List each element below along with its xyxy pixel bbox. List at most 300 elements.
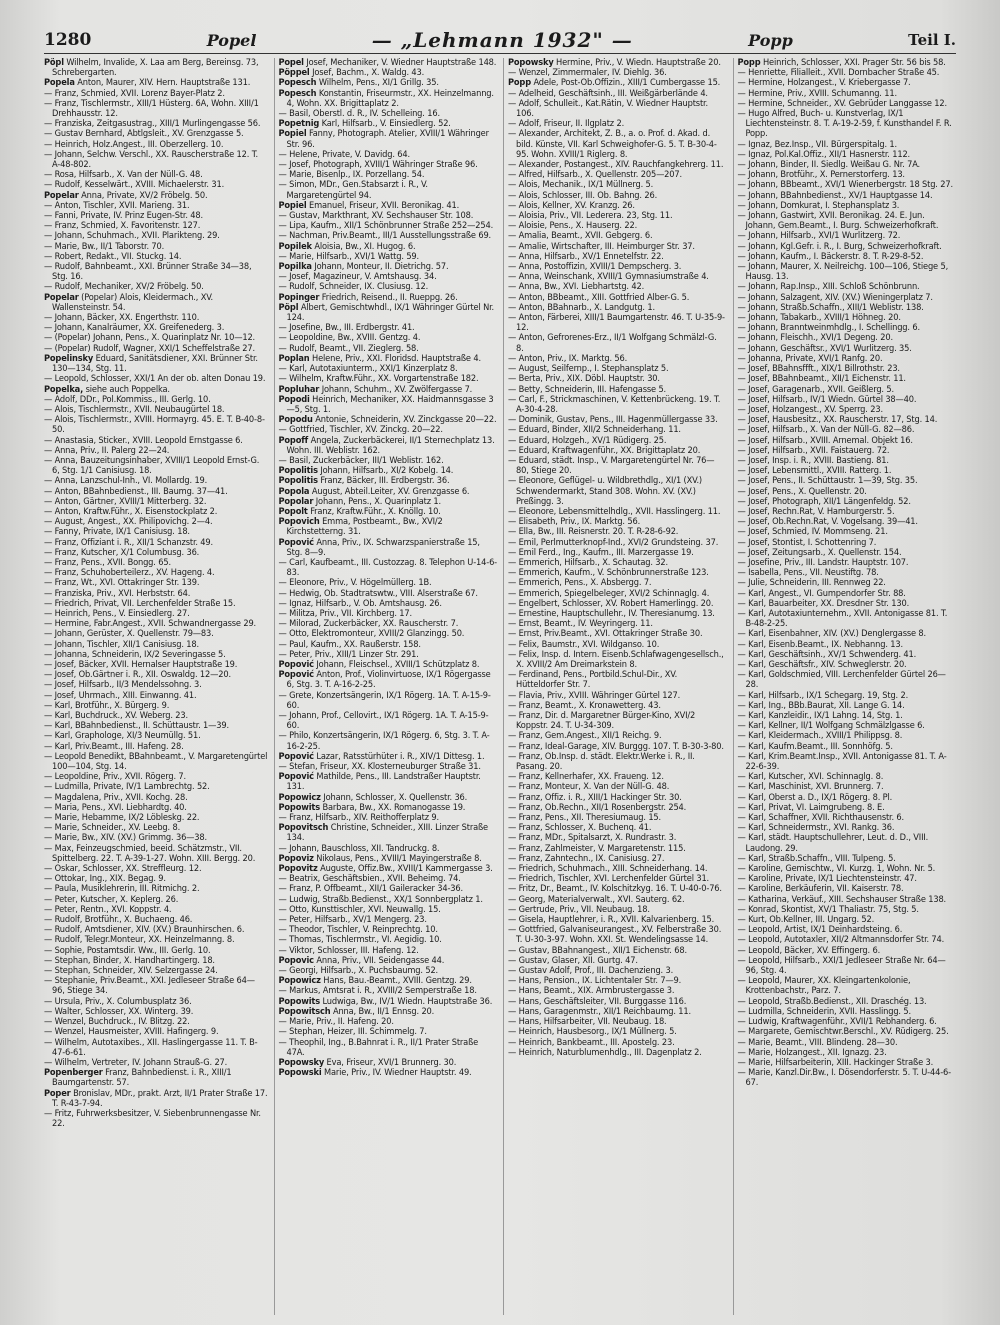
directory-entry: — Gottfried, Tischler, XV. Zinckg. 20—22. xyxy=(278,424,443,436)
directory-entry: — Karl, Straßb.Schaffn., VIII. Tulpeng. 5. xyxy=(737,852,896,864)
directory-entry: — Adolf, Friseur, II. Ilgplatz 2. xyxy=(508,118,625,130)
directory-entry: — Johann, Salzagent, XIV. (XV.) Wieningerplatz 7. xyxy=(737,291,933,303)
directory-entry: — Hans, Pension., IX. Lichtentaler Str. 7—9. xyxy=(508,975,682,987)
directory-entry: — Eleonore, Priv., V. Högelmüllerg. 1B. xyxy=(278,577,432,589)
directory-entry: — Franz, Pens., XVII. Bongg. 65. xyxy=(44,556,171,568)
directory-entry: Popović Lazar, Ratsstürhüter i. R., XIV/1 Dittesg. 1. xyxy=(278,750,485,762)
directory-entry: — Rudolf, Brotführ., X. Buchaeng. 46. xyxy=(44,914,193,926)
directory-entry: — Alfred, Hilfsarb., X. Quellenstr. 205—207. xyxy=(508,169,682,181)
directory-entry: — Franz, Tischlermstr., XIII/1 Hüsterg. 6A, Wohn. XIII/1 Drehhausstr. 12. xyxy=(44,97,259,120)
directory-entry: — Leopold, Maurer, XX. Kleingartenkolonie, Krottenbachstr., Parz. 7. xyxy=(737,975,911,997)
directory-entry: — Hans, Geschäftsleiter, VII. Burggasse 116. xyxy=(508,995,687,1007)
directory-entry: — Nachman, Priv.Beamt., III/1 Ausstellungsstraße 69. xyxy=(278,230,492,242)
directory-entry: — Josef, Pens., X. Quellenstr. 20. xyxy=(737,485,867,497)
directory-entry: — Fritz, Fuhrwerksbesitzer, V. Siebenbrunnengasse Nr. 22. xyxy=(44,1107,261,1130)
directory-entry: — Johann, Bäcker, XX. Engerthstr. 110. xyxy=(44,312,200,324)
directory-entry: — Anton, Priv., IX. Marktg. 56. xyxy=(508,352,628,364)
directory-entry: Popovic Anna, Priv., VII. Seidengasse 44. xyxy=(278,954,445,966)
directory-entry: — Carl, Kaufbeamt., III. Custozzag. 8. Telephon U-14-6-83. xyxy=(278,556,497,579)
directory-entry: — Anton, Tischler, XVII. Marieng. 31. xyxy=(44,199,190,211)
directory-entry: — Rudolf, Beamt., VII. Zieglerg. 58. xyxy=(278,342,419,354)
directory-entry: — Franz, Schuhoberteilerz., XV. Hageng. 4. xyxy=(44,567,215,579)
directory-entry: — Emmerich, Pens., X. Absbergg. 7. xyxy=(508,577,652,589)
directory-title: — „Lehmann 1932" — xyxy=(371,28,633,52)
directory-entry: — Franz, Schmied, X. Favoritenstr. 127. xyxy=(44,220,201,232)
directory-entry: — Franz, Zahntechn., IX. Canisiusg. 27. xyxy=(508,852,665,864)
directory-entry: — Karl, Krim.Beamt.Insp., XVII. Antonigasse 81. T. A-22-6-39. xyxy=(737,750,947,773)
directory-entry: — Franz, Wt., XVI. Ottakringer Str. 139. xyxy=(44,577,200,589)
directory-entry: Popolitis Johann, Hilfsarb., XI/2 Kobelg. 14. xyxy=(278,465,454,477)
directory-entry: — Johann, Binder, II. Siedlg. Weißau G. Nr. 7A. xyxy=(737,159,921,171)
directory-entry: — Karl, Angest., VI. Gumpendorfer Str. 88. xyxy=(737,587,906,599)
directory-entry: Popolt Franz, Kraftw.Führ., X. Knöllg. 10. xyxy=(278,505,441,517)
directory-entry: — Karl, Kaufm.Beamt., III. Sonnhöfg. 5. xyxy=(737,740,893,752)
directory-entry: — Stephan, Schneider, XIV. Selzergasse 24. xyxy=(44,965,218,977)
directory-entry: — Magdalena, Priv., XVII. Kochg. 28. xyxy=(44,791,188,803)
directory-entry: — Johann, Kaufm., I. Bäckerstr. 8. T. R-29-8-52. xyxy=(737,250,924,262)
directory-entry: — Henriette, Filialleit., XVII. Dornbacher Straße 45. xyxy=(737,67,940,79)
directory-entry: — Karl, Buchdruck., XV. Weberg. 23. xyxy=(44,710,188,721)
guide-word-left: Popel xyxy=(206,30,257,50)
directory-entry: — Philo, Konzertsängerin, IX/1 Rögerg. 6, Stg. 3. T. A-16-2-25. xyxy=(278,730,490,752)
directory-entry: — Gustav, Glaser, XII. Gurtg. 47. xyxy=(508,954,638,966)
directory-entry: — Peter, Kutscher, X. Keplerg. 26. xyxy=(44,893,179,905)
directory-entry: — Paula, Musiklehrerin, III. Ritmichg. 2. xyxy=(44,883,200,895)
directory-entry: Pöpl Wilhelm, Invalide, X. Laa am Berg, Bereinsg. 73, Schrebergarten. xyxy=(44,58,259,79)
column-2 xyxy=(274,58,498,1315)
directory-entry: — Isabella, Pens., VII. Neustiftg. 78. xyxy=(737,567,879,579)
directory-entry: — Franz, MDr., Spitalsarzt, X. Rundrastr. 3. xyxy=(508,832,677,844)
directory-entry: — Adelheid, Geschäftsinh., III. Weißgärberlände 4. xyxy=(508,87,708,99)
directory-entry: — (Popelar) Johann, Pens., X. Quarinplatz Nr. 10—12. xyxy=(44,332,256,344)
directory-entry: — Johanna, Private, XVI/1 Ranfg. 20. xyxy=(737,352,883,364)
directory-entry: — Johann, Rap.Insp., XIII. Schloß Schönbrunn. xyxy=(737,281,920,293)
directory-entry: — Wenzel, Hausmeister, XVIII. Hafingerg. 9. xyxy=(44,1026,219,1038)
directory-entry: — Ignaz, Hilfsarb., V. Ob. Amtshausg. 26. xyxy=(278,597,442,609)
directory-entry: — Karl, BBahnbedienst., II. Schüttaustr. 1—39. xyxy=(44,720,229,732)
directory-entry: — Friedrich, Tischler, XVI. Lerchenfelder Gürtel 31. xyxy=(508,873,710,885)
directory-entry: Pöpl Albert, Gemischtwhdl., IX/1 Währinger Gürtel Nr. 124. xyxy=(278,301,495,324)
directory-entry: Popelar Anna, Private, XV/2 Fröbelg. 50. xyxy=(44,189,208,201)
directory-entry: — Ludmilla, Schneiderin, XVII. Hasslingg. 5. xyxy=(737,1005,911,1017)
directory-entry: Popoff Angela, Zuckerbäckerei, II/1 Sternechplatz 13. Wohn. III. Weblistr. 162. xyxy=(278,434,495,456)
directory-entry: — Johann, Kgl.Gefr. i. R., I. Burg, Schweizerhofkraft. xyxy=(737,240,942,252)
directory-entry: Popel Josef, Mechaniker, V. Wiedner Hauptstraße 148. xyxy=(278,58,497,68)
directory-entry: Popowits Barbara, Bw., XX. Romanogasse 19. xyxy=(278,801,466,813)
directory-entry: — Hans, Beamt., XIX. Armbrustergasse 3. xyxy=(508,985,675,997)
directory-entry: — Karl, Geschäftsinh., XV/1 Schwenderg. 41. xyxy=(737,648,917,660)
directory-entry: — Alois, Tischlermstr., XVII. Neubaugürtel 18. xyxy=(44,403,225,415)
directory-entry: — Alois, Schlosser, III. Ob. Bahng. 26. xyxy=(508,189,658,201)
directory-entry: — Eduard, Binder, XII/2 Schneiderhang. 11. xyxy=(508,424,681,436)
directory-entry: — Marie, Schneider., XV. Leebg. 8. xyxy=(44,822,181,834)
directory-entry: — Hugo Alfred, Buch- u. Kunstverlag, IX/1 Liechtensteinstr. 8. T. A-19-2-59, f. Kunsthandel F. R. Popp. xyxy=(737,108,952,140)
directory-entry: — Gustav Adolf, Prof., III. Dachenzieng. 3. xyxy=(508,965,674,977)
directory-entry: — Ernestine, Hauptschullehr., IV. Theresianumg. 13. xyxy=(508,607,715,619)
directory-entry: — Hans, Garagenmstr., XII/1 Reichbaumg. 11. xyxy=(508,1005,691,1017)
directory-entry: — Ferdinand, Pens., Portbild.Schul-Dir., XV. Hütteldorfer Str. 7. xyxy=(508,669,678,691)
directory-entry: — Rosa, Hilfsarb., X. Van der Nüll-G. 48. xyxy=(44,169,203,181)
directory-entry: — Karl, Ing., BBb.Baurat, XII. Lange G. 14. xyxy=(737,699,905,711)
directory-entry: — Franz, P. Offbeamt., XII/1 Gaileracker 34-36. xyxy=(278,883,463,895)
directory-entry: — Beatrix, Geschäftsbien., XVII. Beheimg. 74. xyxy=(278,873,461,885)
directory-entry: Popesch Konstantin, Friseurmstr., XX. Heinzelmanng. 4, Wohn. XX. Brigittaplatz 2. xyxy=(278,87,494,109)
directory-entry: — Karl, Schaffner, XVII. Richthausenstr. 6. xyxy=(737,812,904,824)
directory-entry: — August, Seilfernp., I. Stephansplatz 5. xyxy=(508,363,669,375)
directory-entry: — Johann, Fleischh., XVI/1 Degeng. 20. xyxy=(737,332,893,344)
directory-entry: — Franz, Gem.Angest., XII/1 Reichg. 9. xyxy=(508,730,662,742)
directory-entry: — Ella, Bw., III. Reisnerstr. 20. T. R-28-6-92. xyxy=(508,526,679,538)
column-3 xyxy=(503,58,727,1315)
directory-entry: — Anna, Priv., II. Palerg 22—24. xyxy=(44,444,170,456)
directory-entry: Popovitsch Christine, Schneider., XIII. Linzer Straße 134. xyxy=(278,822,488,844)
directory-entry: — Josef, Hilfsarb., XVIII. Arnemal. Objekt 16. xyxy=(737,434,913,446)
directory-entry: — Aloisie, Pens., X. Hauserg. 22. xyxy=(508,220,638,232)
directory-entry: — Rudolf, Amtsdiener, XIV. (XV.) Braunhirschen. 6. xyxy=(44,924,245,936)
directory-entry: — Eduard, städt. Insp., V. Margaretengürtel Nr. 76—80, Stiege 20. xyxy=(508,454,715,477)
directory-entry: — Hermine, Priv., XVIII. Schumanng. 11. xyxy=(737,87,897,99)
directory-entry: Popowsky Eva, Friseur, XVI/1 Brunnerg. 30. xyxy=(278,1056,457,1068)
directory-entry: Popović Anna, Priv., IX. Schwarzspanierstraße 15, Stg. 8—9. xyxy=(278,536,480,558)
directory-entry: — Hans, Hilfsarbeiter, VII. Neubaug. 18. xyxy=(508,1016,667,1028)
directory-entry: — Hermine, Fabr.Angest., XVII. Schwandnergasse 29. xyxy=(44,618,257,630)
directory-entry: Popiel Fanny, Photograph. Atelier, XVIII/1 Währinger Str. 96. xyxy=(278,128,489,150)
directory-entry: — Robert, Redakt., VII. Stuckg. 14. xyxy=(44,250,182,262)
directory-entry: Popp Heinrich, Schlosser, XXI. Prager Str. 56 bis 58. xyxy=(737,58,946,68)
directory-entry: — Hedwig, Ob. Stadtratswtw., VIII. Alserstraße 67. xyxy=(278,587,478,599)
directory-entry: — Josef, Hilfsarb., X. Van der Nüll-G. 82—86. xyxy=(737,424,915,436)
directory-entry: — Johann, Bauschloss, XII. Tandruckg. 8. xyxy=(278,842,440,854)
directory-entry: — Kurt, Ob.Kellner, III. Ungarg. 52. xyxy=(737,914,875,926)
directory-entry: — Franz, Ob.Rechn., XII/1 Rosenbergstr. 254. xyxy=(508,801,687,813)
directory-entry: — Simon, MDr., Gen.Stabsarzt i. R., V. Margaretengürtel 94. xyxy=(278,179,428,201)
directory-entry: — Johann, Geschäftsr., XVI/1 Wurlitzerg. 35. xyxy=(737,342,912,354)
directory-entry: — Karl, Kanzleidir., IX/1 Lahng. 14, Stg. 1. xyxy=(737,710,903,721)
directory-entry: — Johann, Straßb.Schaffn., XIII/1 Weblistr. 138. xyxy=(737,301,924,313)
directory-entry: — Hermine, Holzangest., V. Kriebergasse 7. xyxy=(737,77,911,89)
directory-entry: — Josef, Hausbesitz., XX. Rauscherstr. 17, Stg. 14. xyxy=(737,414,938,426)
directory-entry: — Ignaz, Pol.Kal.Offiz., XII/1 Hasnerstr. 112. xyxy=(737,148,911,160)
directory-entry: — Maria, Pens., XVI. Liebhardtg. 40. xyxy=(44,801,187,813)
directory-entry: — Anton, Färberei, XIII/1 Baumgartenstr. 46. T. U-35-9-12. xyxy=(508,312,725,334)
directory-entry: — Lipa, Kaufm., XII/1 Schönbrunner Straße 252—254. xyxy=(278,220,494,232)
directory-entry: — Milorad, Zuckerbäcker, XX. Rauscherstr. 7. xyxy=(278,618,459,630)
directory-entry: — Alexander, Architekt, Z. B., a. o. Prof. d. Akad. d. bild. Künste, VII. Karl Schweighofer-G. 5. T. B-30-4-95. Wohn. XVIII/1 Riglerg. 8. xyxy=(508,128,717,160)
directory-entry: — Alois, Kellner, XV. Kranzg. 26. xyxy=(508,199,635,211)
directory-entry: Popelinsky Eduard, Sanitätsdiener, XXI. Brünner Str. 130—134, Stg. 11. xyxy=(44,352,258,375)
directory-entry: — Wilhelm, Vertreter, IV. Johann Strauß-G. 27. xyxy=(44,1056,228,1068)
directory-entry: — Militza, Priv., VII. Kirchberg. 17. xyxy=(278,607,412,619)
directory-entry: — Karoline, Berkäuferin, VII. Kaiserstr. 78. xyxy=(737,883,904,895)
directory-entry: — Josef, Zeitungsarb., X. Quellenstr. 154. xyxy=(737,546,902,558)
directory-entry: — Peter, Priv., XIII/1 Linzer Str. 291. xyxy=(278,648,419,660)
directory-entry: — Adolf, Schulleit., Kat.Rätin, V. Wiedner Hauptstr. 106. xyxy=(508,97,708,120)
directory-entry: — Karl, Schneidermstr., XVI. Rankg. 36. xyxy=(737,822,895,834)
directory-entry: — Karl, städt. Hauptschullehrer, Leut. d. D., VIII. Laudong. 29. xyxy=(737,832,929,854)
directory-entry: — Rudolf, Bahnbeamt., XXI. Brünner Straße 34—38, Stg. 16. xyxy=(44,261,252,283)
directory-entry: — Eduard, Kraftwagenführ., XX. Brigittaplatz 20. xyxy=(508,444,701,456)
directory-entry: — Johann, Schuhmach., XVII. Plarikteng. 29. xyxy=(44,230,220,242)
part-label: Teil I. xyxy=(908,31,956,49)
directory-entry: — Fanni, Private, IV. Prinz Eugen-Str. 48. xyxy=(44,210,203,222)
directory-entry: — Ursula, Priv., X. Columbusplatz 36. xyxy=(44,995,192,1007)
directory-entry: — Leopold, Hilfsarb., XXI/1 Jedleseer Straße Nr. 64—96, Stg. 4. xyxy=(737,954,946,977)
directory-entry: — Thomas, Tischlermstr., VI. Aegidig. 10. xyxy=(278,934,442,946)
directory-entry: — Johann, Tabakarb., XVIII/1 Höhneg. 20. xyxy=(737,312,901,324)
directory-entry: — Johann, BBbeamt., XVI/1 Wienerbergstr. 18 Stg. 27. xyxy=(737,179,953,191)
directory-entry: — Aloisia, Priv., VII. Lederera. 23, Stg. 11. xyxy=(508,210,673,222)
directory-entry: — Adolf, DDr., Pol.Kommiss., III. Gerlg. 10. xyxy=(44,393,211,405)
directory-entry: — Amalie, Wirtschafter, III. Heimburger Str. 37. xyxy=(508,240,695,252)
directory-entry: — Josef, Lebensmittl., XVIII. Ratterg. 1. xyxy=(737,465,892,477)
directory-entry: — Stephanie, Priv.Beamt., XXI. Jedleseer Straße 64—96, Stiege 34. xyxy=(44,975,255,997)
directory-entry: — Josef, Hilfsarb., XVII. Faistauerg. 72. xyxy=(737,444,890,456)
directory-entry: — Paul, Kaufm., XX. Raußerstr. 158. xyxy=(278,638,421,650)
column-4 xyxy=(733,58,957,1315)
directory-entry: — Franz, Schlosser, X. Buchenq. 41. xyxy=(508,822,652,834)
directory-entry: — Josef, Bäcker, XVII. Hernalser Hauptstraße 19. xyxy=(44,658,238,670)
directory-entry: — Wilhelm, Kraftw.Führ., XX. Vorgartenstraße 182. xyxy=(278,373,479,385)
directory-entry: — Marie, Hilfsarb., XVI/1 Wattg. 59. xyxy=(278,250,420,262)
directory-entry: — Karl, Maschinist, XVI. Brunnerg. 7. xyxy=(737,781,884,793)
directory-entry: — Theodor, Tischler, V. Reinprechtg. 10. xyxy=(278,924,438,936)
directory-entry: — Karl, Brotführ., X. Bürgerg. 9. xyxy=(44,699,170,711)
directory-entry: — Johann, Kanalräumer, XX. Greifenederg. 3. xyxy=(44,322,225,334)
directory-entry: — Karl, Autotaxiunterm., XXI/1 Kinzerplatz 8. xyxy=(278,363,458,375)
directory-entry: Popluhar Johann, Schuhm., XV. Zwölfergasse 7. xyxy=(278,383,473,395)
directory-entry: — Franz, Schmied, XVII. Lorenz Bayer-Platz 2. xyxy=(44,87,225,99)
directory-entry: — Gertrude, Priv., VII. Neubaug. 18. xyxy=(508,903,650,915)
directory-entry: — Anna, Bauzeitungsinhaber, XVIII/1 Leopold Ernst-G. 6, Stg. 1/1 Canisiusg. 18. xyxy=(44,454,260,477)
directory-entry: — Walter, Schlosser, XX. Winterg. 39. xyxy=(44,1005,194,1017)
directory-entry: — Johanna, Schneiderin, IX/2 Severingasse 5. xyxy=(44,648,226,660)
directory-entry: — Leopold, Schlosser, XXI/1 An der ob. alten Donau 19. xyxy=(44,373,266,385)
directory-entry: — Leopoldine, Bw., XVIII. Gentzg. 4. xyxy=(278,332,421,344)
directory-entry: Popilka Johann, Monteur, II. Dietrichg. 57. xyxy=(278,261,449,273)
directory-entry: — Ernst, Priv.Beamt., XVI. Ottakringer Straße 30. xyxy=(508,628,703,640)
directory-entry: — Emmerich, Hilfsarb., X. Schautag. 32. xyxy=(508,556,668,568)
directory-entry: — Franz, Monteur, X. Van der Nüll-G. 48. xyxy=(508,781,670,793)
directory-entry: Popola August, Abteil.Leiter, XV. Grenzgasse 6. xyxy=(278,485,470,497)
directory-entry: — Josef, BBahnbeamt., XII/1 Eichenstr. 11. xyxy=(737,373,906,385)
directory-entry: — Heinrich, Pens., V. Einsiedlerg. 27. xyxy=(44,607,190,619)
directory-entry: — Josef, Photograph, XVIII/1 Währinger Straße 96. xyxy=(278,159,478,171)
directory-entry: — Josefine, Priv., III. Landstr. Hauptstr. 107. xyxy=(737,556,909,568)
directory-entry: — Eduard, Holzgeh., XV/1 Rüdigerg. 25. xyxy=(508,434,667,446)
directory-entry: — Grete, Konzertsängerin, IX/1 Rögerg. 1A. T. A-15-9-60. xyxy=(278,689,491,711)
directory-entry: — Emmerich, Spiegelbeleger, XVI/2 Schinnaglg. 4. xyxy=(508,587,710,599)
directory-entry: — Hermine, Schneider., XV. Gebrüder Langgasse 12. xyxy=(737,97,947,109)
directory-entry: — Anton, BBahnbedienst., III. Baumg. 37—41. xyxy=(44,485,228,497)
directory-entry: Popiel Emanuel, Friseur, XVII. Beronikag. 41. xyxy=(278,199,460,211)
directory-entry: — Josef, BBahnsffft., XIX/1 Billrothstr. 23. xyxy=(737,363,900,375)
directory-entry: — Anton, Gefrorenes-Erz., II/1 Wolfgang Schmälzl-G. 8. xyxy=(508,332,717,354)
directory-entry: — Johann, Tischler, XII/1 Canisiusg. 18. xyxy=(44,638,199,650)
directory-entry: — Johann, BBahnbedienst., XV/1 Hauptgasse 14. xyxy=(737,189,933,201)
directory-entry: — Franz, Offiziant i. R., XII/1 Schanzstr. 49. xyxy=(44,536,213,548)
directory-entry: — Anton, Kraftw.Führ., X. Eisenstockplatz 2. xyxy=(44,505,218,517)
directory-entry: — Carl, F., Strickmaschinen, V. Kettenbrückeng. 19. T. A-30-4-28. xyxy=(508,393,721,415)
directory-entry: — Emil Ferd., Ing., Kaufm., III. Marzergasse 19. xyxy=(508,546,694,558)
directory-entry: — Franz, Hilfsarb., XIV. Reithofferplatz 9. xyxy=(278,812,439,824)
directory-entry: Popela Anton, Maurer, XIV. Hern. Hauptstraße 131. xyxy=(44,77,251,89)
directory-entry: Popowsky Hermine, Priv., V. Wiedn. Hauptstraße 20. xyxy=(508,58,721,68)
directory-entry: — Wilhelm, Autotaxibes., XII. Haslingergasse 11. T. B-47-6-61. xyxy=(44,1036,258,1058)
directory-entry: — Dominik, Gustav, Pens., III. Hagenmüllergasse 33. xyxy=(508,414,718,426)
directory-entry: — Markus, Amtsrat i. R., XVIII/2 Semperstraße 18. xyxy=(278,985,477,997)
directory-entry: — Karl, Autotaxiunternehm., XVII. Antonigasse 81. T. B-48-2-25. xyxy=(737,607,948,630)
directory-entry: — Josef, Schmied, IV. Mommseng. 21. xyxy=(737,526,888,538)
directory-entry: — Wenzel, Buchdruck., IV. Blitzg. 22. xyxy=(44,1016,190,1028)
directory-entry: — Marie, Hilfsarbeiterin, XIII. Hackinger Straße 3. xyxy=(737,1056,934,1068)
directory-entry: — Marie, Bw., XIV. (XV.) Grimmg. 36—38. xyxy=(44,832,207,844)
directory-entry: — Leopold, Artist, IX/1 Deinhardsteing. 6. xyxy=(737,924,903,936)
directory-entry: — Marie, Bisenlp., IX. Porzellang. 54. xyxy=(278,169,425,181)
directory-entry: — Engelbert, Schlosser, XV. Robert Hamerlingg. 20. xyxy=(508,597,714,609)
directory-entry: — Katharina, Verkäuf., XIII. Sechshauser Straße 138. xyxy=(737,893,947,905)
directory-entry: — Felix, Insp. d. Intern. Eisenb.Schlafwagengesellsch., X. XVIII/2 Am Dreimarkstein 8. xyxy=(508,648,724,670)
directory-entry: — Johann, Prof., Cellovirt., IX/1 Rögerg. 1A. T. A-15-9-60. xyxy=(278,710,489,732)
directory-entry: — Emmerich, Kaufm., V. Schönbrunnerstraße 123. xyxy=(508,567,709,579)
directory-entry: — Sophie, Postamtsdir. Ww., III. Gerlg. 10. xyxy=(44,944,211,956)
directory-entry: — Josef, Stontist, I. Schottenring 7. xyxy=(737,536,877,548)
directory-entry: — Julie, Schneiderin, III. Rennweg 22. xyxy=(737,577,886,589)
directory-entry: — Josefine, Bw., III. Erdbergstr. 41. xyxy=(278,322,415,334)
directory-entry: — Josef, Holzangest., XV. Sperrg. 23. xyxy=(737,403,883,415)
directory-entry: — Leopold, Bäcker, XV. Effingerg. 6. xyxy=(737,944,881,956)
directory-entry: — Franz, Offiz. i. R., XIII/1 Hackinger Str. 30. xyxy=(508,791,682,803)
directory-entry: Popoviz Nikolaus, Pens., XVIII/1 Mayingerstraße 8. xyxy=(278,852,482,864)
directory-entry: — Anna, Hilfsarb., XV/1 Ennetelfstr. 22. xyxy=(508,250,664,262)
directory-entry: — Rudolf, Kesselwärt., XVIII. Michaelerstr. 31. xyxy=(44,179,225,191)
directory-columns xyxy=(44,58,956,1315)
directory-entry: — Josef, Ob.Rechn.Rat, V. Vogelsang. 39—41. xyxy=(737,516,918,528)
directory-entry: Popilek Aloisia, Bw., XI. Hugog. 6. xyxy=(278,240,416,252)
guide-word-right: Popp xyxy=(748,30,793,50)
directory-entry: — Ottokar, Ing., XIX. Begag. 9. xyxy=(44,873,166,885)
directory-entry: — Josef, Ob.Gärtner i. R., XII. Oswaldg. 12—20. xyxy=(44,669,231,681)
directory-entry: Popovich Emma, Postbeamt., Bw., XVI/2 Kirchstetterng. 31. xyxy=(278,516,443,538)
directory-entry: — Josef, Rechn.Rat, V. Hamburgerstr. 5. xyxy=(737,505,895,517)
directory-entry: — Anastasia, Sticker., XVIII. Leopold Ernstgasse 6. xyxy=(44,434,243,446)
directory-entry: Popowski Marie, Priv., IV. Wiedner Hauptstr. 49. xyxy=(278,1067,472,1079)
directory-entry: — Karl, Kleidermach., XVIII/1 Philippsg. 8. xyxy=(737,730,903,742)
directory-entry: — Helene, Private, V. Davidg. 64. xyxy=(278,148,410,160)
directory-entry: — Johann, Brotführ., X. Pernerstorferg. 13. xyxy=(737,169,905,181)
directory-entry: — Franz, Kutscher, X/1 Columbusg. 36. xyxy=(44,546,200,558)
directory-entry: Popelar (Popelar) Alois, Kleidermach., XV. Wallensteinstr. 54. xyxy=(44,291,214,313)
directory-entry: — Karl, Privat, VI. Laimgrubeng. 8. E. xyxy=(737,801,885,813)
directory-entry: Popodu Antonie, Schneiderin, XV. Zinckgasse 20—22. xyxy=(278,414,497,426)
directory-entry: Popović Anton, Prof., Violinvirtuose, IX/1 Rögergasse 6, Stg. 3. T. A-16-2-25. xyxy=(278,669,491,691)
directory-entry: — Anna, Weinschank, XVIII/1 Gymnasiumstraße 4. xyxy=(508,271,709,283)
directory-entry: — Franz, Zahlmeister, V. Margaretenstr. 115. xyxy=(508,842,686,854)
directory-entry: — Josef, Hilfsarb., II/3 Mendelssohng. 3. xyxy=(44,679,202,691)
directory-entry: — Karl, Priv.Beamt., III. Hafeng. 28. xyxy=(44,740,184,752)
directory-entry: — Betty, Schneiderin, III. Hafengasse 5. xyxy=(508,383,667,395)
directory-entry: — Franziska, Zeitgasustrag., XIII/1 Murlingengasse 56. xyxy=(44,118,261,130)
directory-entry: — Josef, Pens., II. Schüttaustr. 1—39, Stg. 35. xyxy=(737,475,918,487)
directory-entry: — Alois, Mechanik., IX/1 Müllnerg. 5. xyxy=(508,179,654,191)
directory-entry: — Marie, Bw., II/1 Taborstr. 70. xyxy=(44,240,165,252)
directory-entry: — Marie, Holzangest., XII. Ignazg. 23. xyxy=(737,1046,887,1058)
directory-entry: — August, Angest., XX. Philipovichg. 2—4. xyxy=(44,516,213,528)
directory-entry: — Eleonore, Geflügel- u. Wildbrethdlg., XI/1 (XV.) Schwendermarkt, Stand 308. Wohn. XV. (XV.) Preßingg. 3. xyxy=(508,475,703,507)
directory-entry: — Fanny, Private, IX/1 Canisiusg. 18. xyxy=(44,526,190,538)
directory-entry: — Anna, Lanzschul-Inh., VI. Mollardg. 19. xyxy=(44,475,208,487)
directory-entry: — Rudolf, Schneider, IX. Clusiusg. 12. xyxy=(278,281,429,293)
directory-entry: Poper Bronislav, MDr., prakt. Arzt, II/1 Prater Straße 17. T. R-43-7-94. xyxy=(44,1087,268,1109)
directory-entry: — Leopold, Straßb.Bedienst., XII. Draschég. 13. xyxy=(737,995,927,1007)
directory-entry: — Max, Feinzeugschmied, beeid. Schätzmstr., VII. Spittelberg. 22. T. A-39-1-27. Wohn. XIII. Bergg. 20. xyxy=(44,842,256,864)
directory-entry: — Karl, Hilfsarb., IX/1 Schegarg. 19, Stg. 2. xyxy=(737,689,909,701)
directory-entry: Popetnig Karl, Hilfsarb., V. Einsiedlerg. 52. xyxy=(278,118,451,130)
directory-entry: — Anna, Postoffizin, XVIII/1 Dempscherg. 3. xyxy=(508,261,682,273)
directory-entry: — Josef, Magazineur, V. Amtshausg. 34. xyxy=(278,271,437,283)
directory-entry: Poplan Helene, Priv., XXI. Floridsd. Hauptstraße 4. xyxy=(278,352,481,364)
directory-entry: — Karl, Graphologe, XI/3 Neumüllg. 51. xyxy=(44,730,201,742)
directory-entry: — Georg, Materialverwalt., XVI. Sauterg. 62. xyxy=(508,893,685,905)
directory-entry: — Ludwig, Straßb.Bedienst., XX/1 Sonnbergplatz 1. xyxy=(278,893,483,905)
directory-entry: — Heinrich, Bankbeamt., III. Apostelg. 23. xyxy=(508,1036,675,1048)
directory-entry: — Theophil, Ing., B.Bahnrat i. R., II/1 Prater Straße 47A. xyxy=(278,1036,479,1058)
directory-entry: — Georgi, Hilfsarb., X. Puchsbaumg. 52. xyxy=(278,965,439,977)
directory-entry: Popinger Friedrich, Reisend., II. Rueppg. 26. xyxy=(278,291,458,303)
directory-entry: — Anna, Bw., XVI. Liebhartstg. 42. xyxy=(508,281,645,293)
directory-entry: Popp Adele, Post-Ob.Offizin., XIII/1 Cumbergasse 15. xyxy=(508,77,721,89)
directory-entry: — Anton, BBbeamt., XIII. Gottfried Alber-G. 5. xyxy=(508,291,690,303)
directory-entry: — Gustav Bernhard, Abtlgsleit., XV. Grenzgasse 5. xyxy=(44,128,244,140)
directory-entry: — Karoline, Private, IX/1 Liechtensteinstr. 47. xyxy=(737,873,917,885)
directory-entry: — Ludwig, Kraftwagenführ., XVII/1 Rebhanderg. 6. xyxy=(737,1016,937,1028)
directory-entry: — Johann, Selchw. Verschl., XX. Rauscherstraße 12. T. A-48-802. xyxy=(44,148,258,171)
directory-entry: — Anton, BBahnarb., X. Landgutg. 1. xyxy=(508,301,655,313)
directory-entry: — Peter, Hilfsarb., XV/1 Mengerg. 23. xyxy=(278,914,427,926)
directory-entry: — Emil, Perlmutterknopf-Ind., XVI/2 Grundsteing. 37. xyxy=(508,536,719,548)
directory-entry: — Karl, Geschäftsfr., XIV. Schweglerstr. 20. xyxy=(737,658,907,670)
directory-entry: — Johann, Hilfsarb., XVI/1 Wurlitzerg. 72. xyxy=(737,230,901,242)
directory-entry: — Franz, Beamt., X. Kronawetterg. 43. xyxy=(508,699,661,711)
directory-entry: — Basil, Oberstl. d. R., IV. Schelleing. 16. xyxy=(278,108,440,120)
directory-entry: — Leopold, Autotaxler, XII/2 Altmannsdorfer Str. 74. xyxy=(737,934,945,946)
directory-entry: — Ernst, Beamt., IV. Weyringerg. 11. xyxy=(508,618,653,630)
directory-entry: — Otto, Elektromonteur, XVIII/2 Glanzingg. 50. xyxy=(278,628,465,640)
directory-entry: — Franz, Pens., XII. Theresiumaug. 15. xyxy=(508,812,662,824)
directory-entry: — Josef, Hilfsarb., IV/1 Wiedn. Gürtel 38—40. xyxy=(737,393,917,405)
directory-entry: — Amalia, Beamt., XVII. Gebgerg. 6. xyxy=(508,230,653,242)
page-number: 1280 xyxy=(44,30,92,50)
directory-entry: — Johann, Gerüster, X. Quellenstr. 79—83. xyxy=(44,628,214,640)
directory-entry: Popelka, siehe auch Poppelka. xyxy=(44,383,170,395)
directory-entry: — Basil, Zuckerbäcker, III/1 Weblistr. 162. xyxy=(278,454,444,466)
directory-entry: — Karl, Kellner, II/1 Wolfgang Schmälzlgasse 6. xyxy=(737,720,925,732)
directory-entry: — Johann, Gastwirt, XVII. Beronikag. 24. E. Jun. Johann, Gem.Beamt., I. Burg. Schweizerhofkraft. xyxy=(737,210,939,232)
directory-entry: Popolitis Franz, Bäcker, III. Erdbergstr. 36. xyxy=(278,475,450,487)
directory-entry: — Alexander, Postangest., XIV. Rauchfangkehrerg. 11. xyxy=(508,159,724,171)
directory-entry: — Oskar, Schlosser, XX. Streffleurg. 12. xyxy=(44,863,202,875)
directory-entry: — Wenzel, Zimmermaler, IV. Diehlg. 36. xyxy=(508,67,667,79)
directory-entry: — Leopold Benedikt, BBahnbeamt., V. Margaretengürtel 100—104, Stg. 14. xyxy=(44,750,268,773)
directory-entry: — Friedrich, Privat, VII. Lerchenfelder Straße 15. xyxy=(44,597,236,609)
directory-entry: — Alois, Tischlermstr., XVIII. Hormayrg. 45. E. T. B-40-8-50. xyxy=(44,414,265,436)
directory-entry: — Karl, Bauarbeiter, XX. Dresdner Str. 130. xyxy=(737,597,910,609)
directory-entry: Popović Mathilde, Pens., III. Landstraßer Hauptstr. 131. xyxy=(278,771,481,793)
directory-entry: Pöppel Josef, Bachm., X. Waldg. 43. xyxy=(278,67,425,79)
directory-entry: Popović Johann, Fleischsel., XVIII/1 Schützplatz 8. xyxy=(278,658,480,670)
directory-entry: — Marie, Hebamme, IX/2 Löbleskg. 22. xyxy=(44,812,200,824)
directory-entry: — Gisela, Hauptlehrer, i. R., XVII. Kalvarienberg. 15. xyxy=(508,914,715,926)
directory-entry: — Konrad, Skontist, XV/1 Thaliastr. 75, Stg. 5. xyxy=(737,903,919,915)
